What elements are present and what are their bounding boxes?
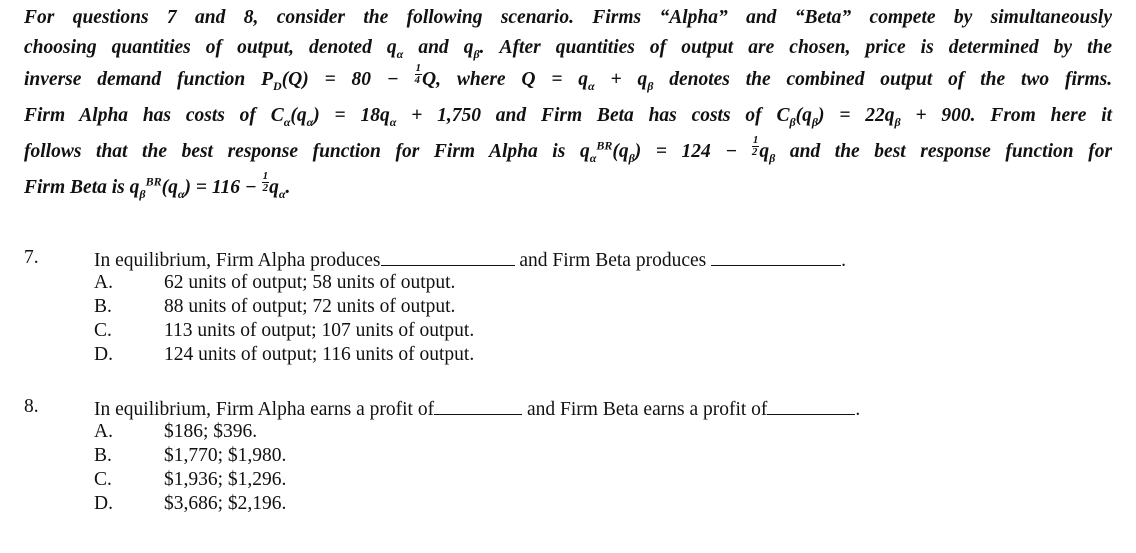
question-number: 8. <box>24 396 39 417</box>
fraction-one-quarter: $\frac{1}{4}$ <box>414 62 422 86</box>
option-a[interactable]: A. 62 units of output; 58 units of output. <box>94 272 456 293</box>
option-b[interactable]: B. $1,770; $1,980. <box>94 445 287 466</box>
fraction-one-half: $\frac{1}{2}$ <box>751 134 759 158</box>
option-a[interactable]: A. $186; $396. <box>94 421 258 442</box>
scenario-line-1 <box>24 2 1112 34</box>
beta-cost-equation: $C_\beta(q_\beta) = 22q_\beta + 900$. <box>776 105 976 129</box>
alpha-cost-equation: $C_\alpha(q_\alpha) = 18q_\alpha + 1,750$ <box>270 105 481 129</box>
scenario-line-2: choosing quantities of output, denoted $q_\alpha$ and $q_\beta$. After quantities of output are chosen, price is determined by the <box>24 37 1113 61</box>
beta-best-response: $q_\beta^{BR}(q_\alpha) = 116$ − $\frac{1}{2}$ $q_\alpha$. <box>129 170 291 201</box>
question-stem: In equilibrium, Firm Alpha earns a profit of and Firm Beta earns a profit of . <box>94 396 860 420</box>
answer-blank <box>711 247 841 266</box>
option-d[interactable]: D. $3,686; $2,196. <box>94 493 287 514</box>
option-c[interactable]: C. 113 units of output; 107 units of output. <box>94 320 475 341</box>
inverse-demand-equation: $P_D(Q) = 80$ − $\frac{1}{4}$ Q <box>261 62 437 93</box>
combined-output-equation: $Q = q_\alpha + q_\beta$ <box>521 69 654 93</box>
alpha-best-response: $q_\alpha^{BR}(q_\beta) = 124$ − $\frac{1}{2}$ $q_\beta$ <box>579 134 776 165</box>
fraction-one-half: $\frac{1}{2}$ <box>262 170 269 194</box>
answer-blank <box>434 396 522 415</box>
question-stem: In equilibrium, Firm Alpha produces and Firm Beta produces . <box>94 247 846 271</box>
scenario-line-6: Firm Beta is $q_\beta^{BR}(q_\alpha) = 116$ − $\frac{1}{2}$ $q_\alpha$. <box>24 170 291 201</box>
scenario-firms: Firms “Alpha” and “Beta” compete by simultaneously <box>592 7 1112 28</box>
answer-blank <box>381 247 515 266</box>
answer-blank <box>767 396 855 415</box>
scenario-line-3: inverse demand function $P_D(Q) = 80$ − $\frac{1}{4}$ Q, where $Q = q_\alpha + q_\beta$ denotes the combined output of the two firms. <box>24 62 1113 93</box>
var-q-beta: $q_\beta$ <box>463 37 480 61</box>
option-b[interactable]: B. 88 units of output; 72 units of output. <box>94 296 456 317</box>
option-c[interactable]: C. $1,936; $1,296. <box>94 469 287 490</box>
scenario-line-5: follows that the best response function for Firm Alpha is $q_\alpha^{BR}(q_\beta) = 124$ − $\frac{1}{2}$ $q_\beta$ and the best response function for <box>24 134 1113 165</box>
var-q-alpha: $q_\alpha$ <box>386 37 404 61</box>
scenario-line-4: Firm Alpha has costs of $C_\alpha(q_\alpha) = 18q_\alpha + 1,750$ and Firm Beta has costs of $C_\beta(q_\beta) = 22q_\beta + 900$. From here it <box>24 105 1113 129</box>
option-d[interactable]: D. 124 units of output; 116 units of output. <box>94 344 475 365</box>
scenario-paragraph <box>24 2 1112 206</box>
question-number: 7. <box>24 247 39 268</box>
scenario-intro: For questions 7 and 8, consider the following scenario. <box>24 7 574 28</box>
